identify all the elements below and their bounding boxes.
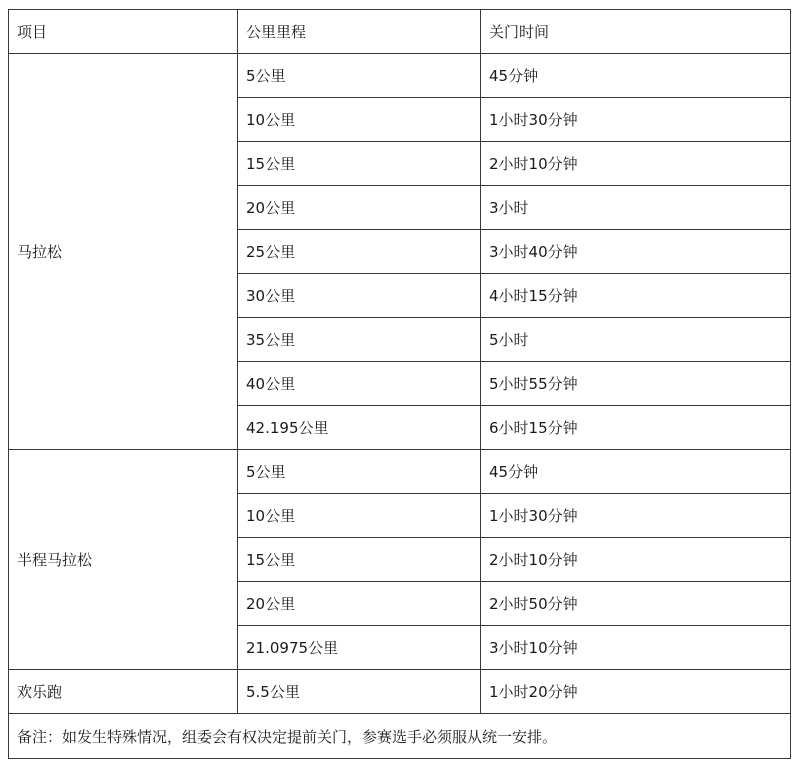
- distance-cell: 21.0975公里: [238, 626, 481, 670]
- distance-cell: 5公里: [238, 450, 481, 494]
- cutoff-cell: 45分钟: [481, 54, 791, 98]
- cutoff-cell: 6小时15分钟: [481, 406, 791, 450]
- cutoff-cell: 1小时30分钟: [481, 494, 791, 538]
- header-event: 项目: [9, 10, 238, 54]
- cutoff-cell: 1小时20分钟: [481, 670, 791, 714]
- header-row: [9, 10, 791, 54]
- event-name-half-marathon: 半程马拉松: [9, 450, 238, 670]
- cutoff-cell: 4小时15分钟: [481, 274, 791, 318]
- cutoff-cell: 2小时50分钟: [481, 582, 791, 626]
- distance-cell: 10公里: [238, 98, 481, 142]
- table-row: [9, 450, 791, 494]
- distance-cell: 5公里: [238, 54, 481, 98]
- distance-cell: 40公里: [238, 362, 481, 406]
- cutoff-time-table: [8, 9, 791, 759]
- distance-cell: 20公里: [238, 186, 481, 230]
- cutoff-cell: 45分钟: [481, 450, 791, 494]
- cutoff-cell: 5小时: [481, 318, 791, 362]
- note-row: [9, 714, 791, 759]
- distance-cell: 5.5公里: [238, 670, 481, 714]
- cutoff-cell: 3小时10分钟: [481, 626, 791, 670]
- distance-cell: 30公里: [238, 274, 481, 318]
- distance-cell: 25公里: [238, 230, 481, 274]
- event-name-marathon: 马拉松: [9, 54, 238, 450]
- cutoff-cell: 2小时10分钟: [481, 538, 791, 582]
- header-distance: 公里里程: [238, 10, 481, 54]
- event-name-fun-run: 欢乐跑: [9, 670, 238, 714]
- distance-cell: 15公里: [238, 142, 481, 186]
- table-row: [9, 670, 791, 714]
- note-text: 备注：如发生特殊情况，组委会有权决定提前关门，参赛选手必须服从统一安排。: [9, 714, 791, 759]
- header-cutoff: 关门时间: [481, 10, 791, 54]
- table-row: [9, 54, 791, 98]
- cutoff-cell: 5小时55分钟: [481, 362, 791, 406]
- distance-cell: 42.195公里: [238, 406, 481, 450]
- distance-cell: 15公里: [238, 538, 481, 582]
- distance-cell: 20公里: [238, 582, 481, 626]
- cutoff-cell: 2小时10分钟: [481, 142, 791, 186]
- cutoff-cell: 3小时: [481, 186, 791, 230]
- cutoff-cell: 3小时40分钟: [481, 230, 791, 274]
- distance-cell: 10公里: [238, 494, 481, 538]
- cutoff-cell: 1小时30分钟: [481, 98, 791, 142]
- distance-cell: 35公里: [238, 318, 481, 362]
